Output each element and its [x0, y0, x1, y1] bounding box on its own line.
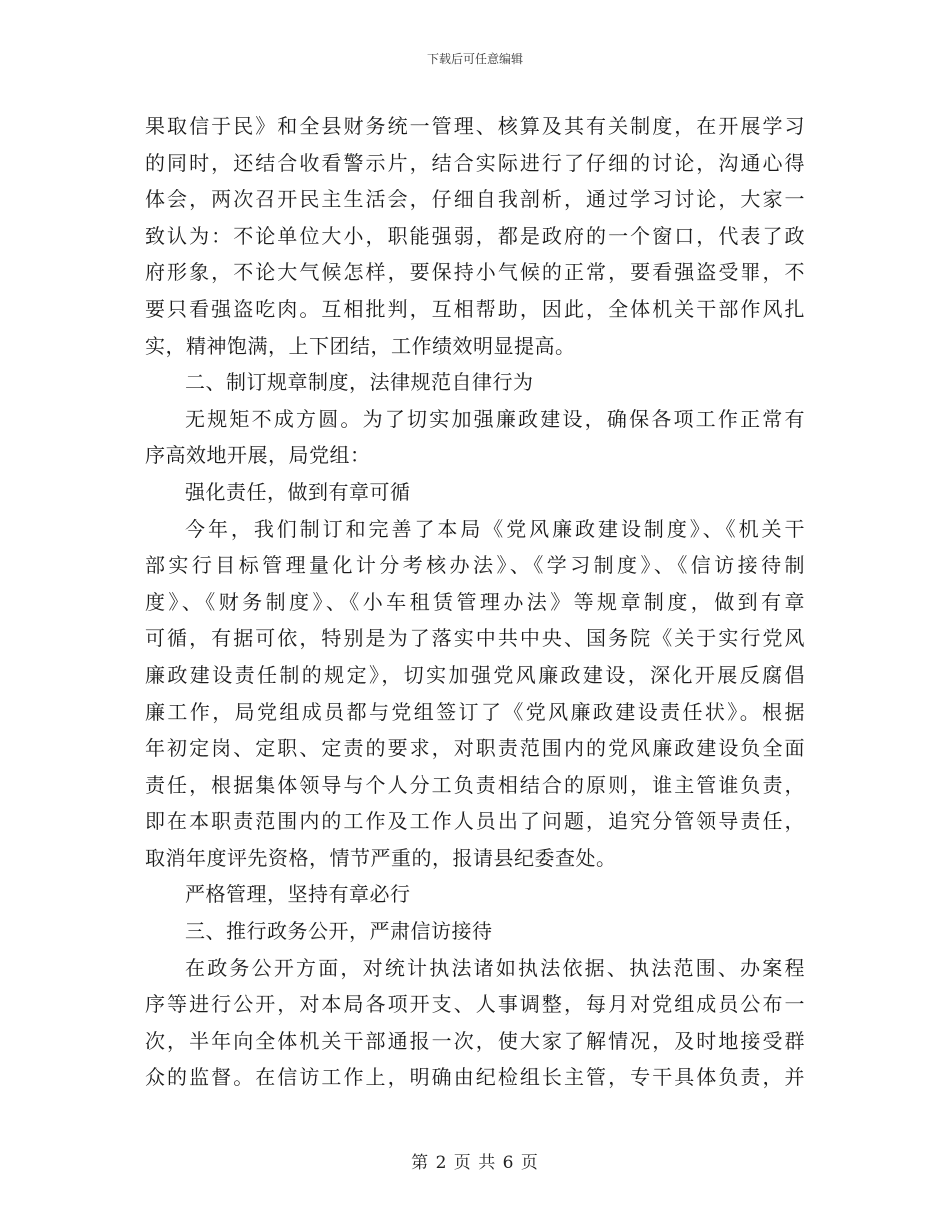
- text-line: 度》、《财务制度》、《小车租赁管理办法》等规章制度，做到有章: [145, 589, 805, 614]
- text-line: 廉政建设责任制的规定》，切实加强党风廉政建设，深化开展反腐倡: [145, 662, 805, 687]
- text-line: 体会，两次召开民主生活会，仔细自我剖析，通过学习讨论，大家一: [145, 187, 805, 212]
- page-number: 第 2 页 共 6 页: [411, 1153, 539, 1173]
- text-line: 序等进行公开，对本局各项开支、人事调整，每月对党组成员公布一: [145, 992, 805, 1017]
- text-line: 可循，有据可依，特别是为了落实中共中央、国务院《关于实行党风: [145, 626, 805, 651]
- text-line: 要只看强盗吃肉。互相批判，互相帮助，因此，全体机关干部作风扎: [145, 296, 805, 321]
- document-body: [145, 108, 805, 1096]
- text-line: 年初定岗、定职、定责的要求，对职责范围内的党风廉政建设负全面: [145, 736, 805, 761]
- text-line: 致认为：不论单位大小，职能强弱，都是政府的一个窗口，代表了政: [145, 223, 805, 248]
- text-line: 严格管理，坚持有章必行: [185, 882, 411, 907]
- text-line: 无规矩不成方圆。为了切实加强廉政建设，确保各项工作正常有: [185, 406, 805, 431]
- text-line: 序高效地开展，局党组：: [145, 443, 371, 468]
- text-line: 府形象，不论大气候怎样，要保持小气候的正常，要看强盗受罪，不: [145, 260, 805, 285]
- text-line: 二、制订规章制度，法律规范自律行为: [185, 370, 534, 395]
- text-line: 果取信于民》和全县财务统一管理、核算及其有关制度，在开展学习: [145, 114, 805, 138]
- text-line: 廉工作，局党组成员都与党组签订了《党风廉政建设责任状》。根据: [145, 699, 805, 724]
- text-line: 在政务公开方面，对统计执法诸如执法依据、执法范围、办案程: [185, 955, 805, 980]
- text-line: 即在本职责范围内的工作及工作人员出了问题，追究分管领导责任，: [145, 809, 805, 834]
- text-line: 部实行目标管理量化计分考核办法》、《学习制度》、《信访接待制: [145, 553, 805, 578]
- page-header: 下载后可任意编辑: [426, 52, 523, 66]
- text-line: 三、推行政务公开，严肃信访接待: [185, 919, 493, 944]
- text-line: 责任，根据集体领导与个人分工负责相结合的原则，谁主管谁负责，: [145, 772, 805, 797]
- text-line: 实，精神饱满，上下团结，工作绩效明显提高。: [145, 333, 576, 358]
- text-line: 取消年度评先资格，情节严重的，报请县纪委查处。: [145, 845, 617, 870]
- text-line: 众的监督。在信访工作上，明确由纪检组长主管，专干具体负责，并: [145, 1065, 805, 1090]
- text-line: 次，半年向全体机关干部通报一次，使大家了解情况，及时地接受群: [145, 1028, 805, 1053]
- text-line: 今年，我们制订和完善了本局《党风廉政建设制度》、《机关干: [185, 516, 805, 541]
- text-line: 的同时，还结合收看警示片，结合实际进行了仔细的讨论，沟通心得: [145, 150, 805, 175]
- text-line: 强化责任，做到有章可循: [185, 479, 411, 504]
